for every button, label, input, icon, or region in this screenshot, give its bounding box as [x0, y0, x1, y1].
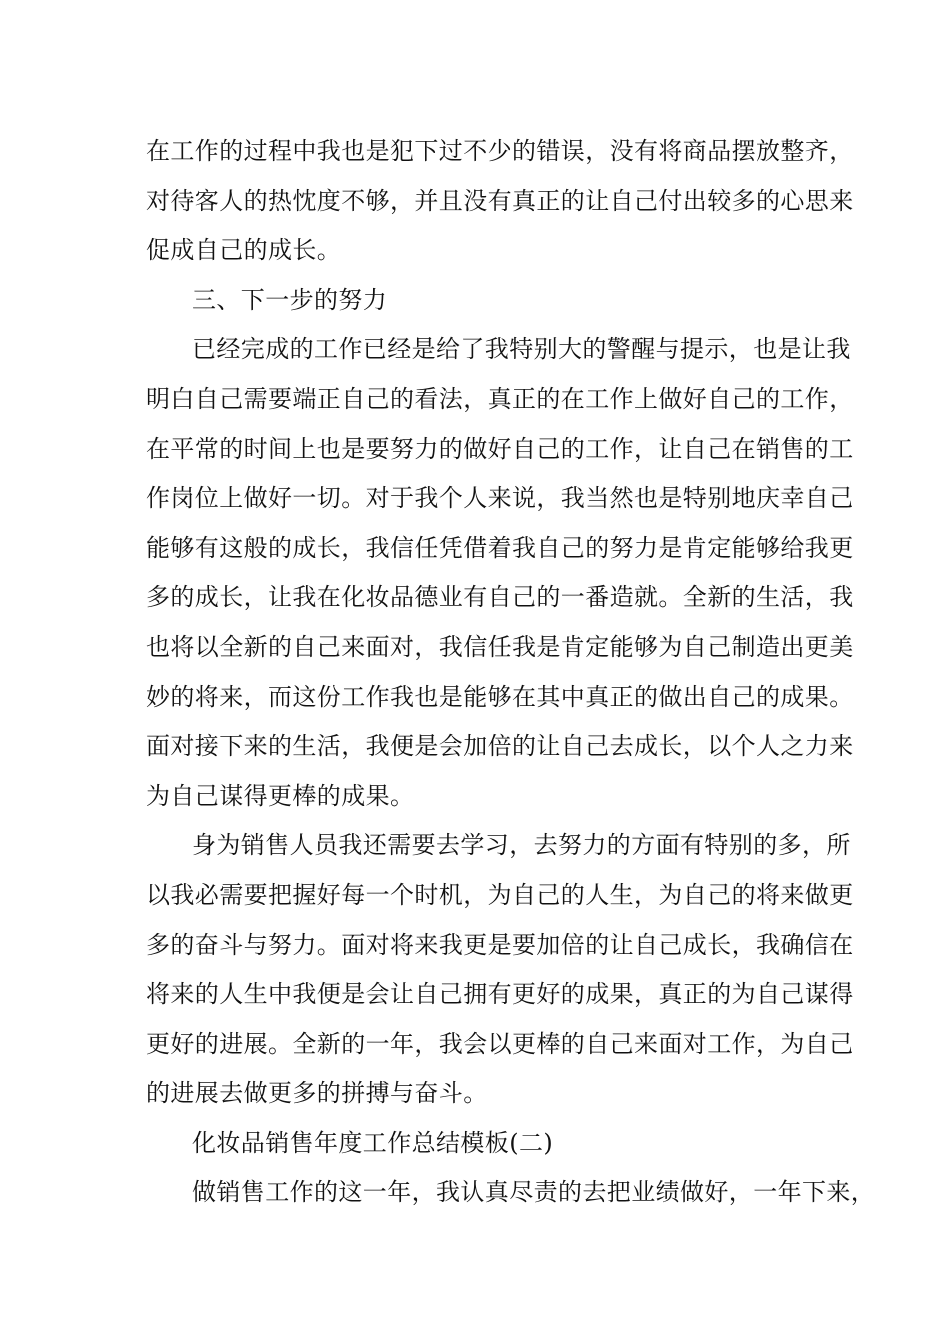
- text-line: 以我必需要把握好每一个时机，为自己的人生，为自己的将来做更: [146, 880, 854, 909]
- text-line: 在工作的过程中我也是犯下过不少的错误，没有将商品摆放整齐，: [146, 137, 854, 165]
- text-line: 做销售工作的这一年，我认真尽责的去把业绩做好，一年下来，: [192, 1178, 876, 1207]
- text-line: 化妆品销售年度工作总结模板(二): [192, 1128, 554, 1157]
- text-line: 身为销售人员我还需要去学习，去努力的方面有特别的多，所: [192, 831, 851, 860]
- text-line: 为自己谋得更棒的成果。: [146, 781, 415, 810]
- text-line: 多的成长，让我在化妆品德业有自己的一番造就。全新的生活，我: [146, 583, 854, 612]
- text-line: 已经完成的工作已经是给了我特别大的警醒与提示，也是让我: [192, 335, 851, 364]
- text-line: 对待客人的热忱度不够，并且没有真正的让自己付出较多的心思来: [146, 186, 854, 215]
- text-line: 三、下一步的努力: [192, 285, 388, 314]
- text-line: 多的奋斗与努力。面对将来我更是要加倍的让自己成长，我确信在: [146, 930, 854, 959]
- text-line: 的进展去做更多的拼搏与奋斗。: [146, 1079, 488, 1108]
- text-line: 妙的将来，而这份工作我也是能够在其中真正的做出自己的成果。: [146, 682, 854, 711]
- text-line: 将来的人生中我便是会让自己拥有更好的成果，真正的为自己谋得: [146, 980, 854, 1009]
- text-line: 面对接下来的生活，我便是会加倍的让自己去成长，以个人之力来: [146, 732, 854, 761]
- text-line: 也将以全新的自己来面对，我信任我是肯定能够为自己制造出更美: [146, 632, 854, 661]
- document-body: [146, 127, 876, 1218]
- text-line: 能够有这般的成长，我信任凭借着我自己的努力是肯定能够给我更: [146, 533, 854, 562]
- text-line: 作岗位上做好一切。对于我个人来说，我当然也是特别地庆幸自己: [146, 484, 854, 513]
- text-line: 在平常的时间上也是要努力的做好自己的工作，让自己在销售的工: [146, 434, 854, 463]
- text-line: 明白自己需要端正自己的看法，真正的在工作上做好自己的工作，: [146, 384, 854, 413]
- text-line: 更好的进展。全新的一年，我会以更棒的自己来面对工作，为自己: [146, 1029, 854, 1058]
- text-line: 促成自己的成长。: [146, 236, 342, 265]
